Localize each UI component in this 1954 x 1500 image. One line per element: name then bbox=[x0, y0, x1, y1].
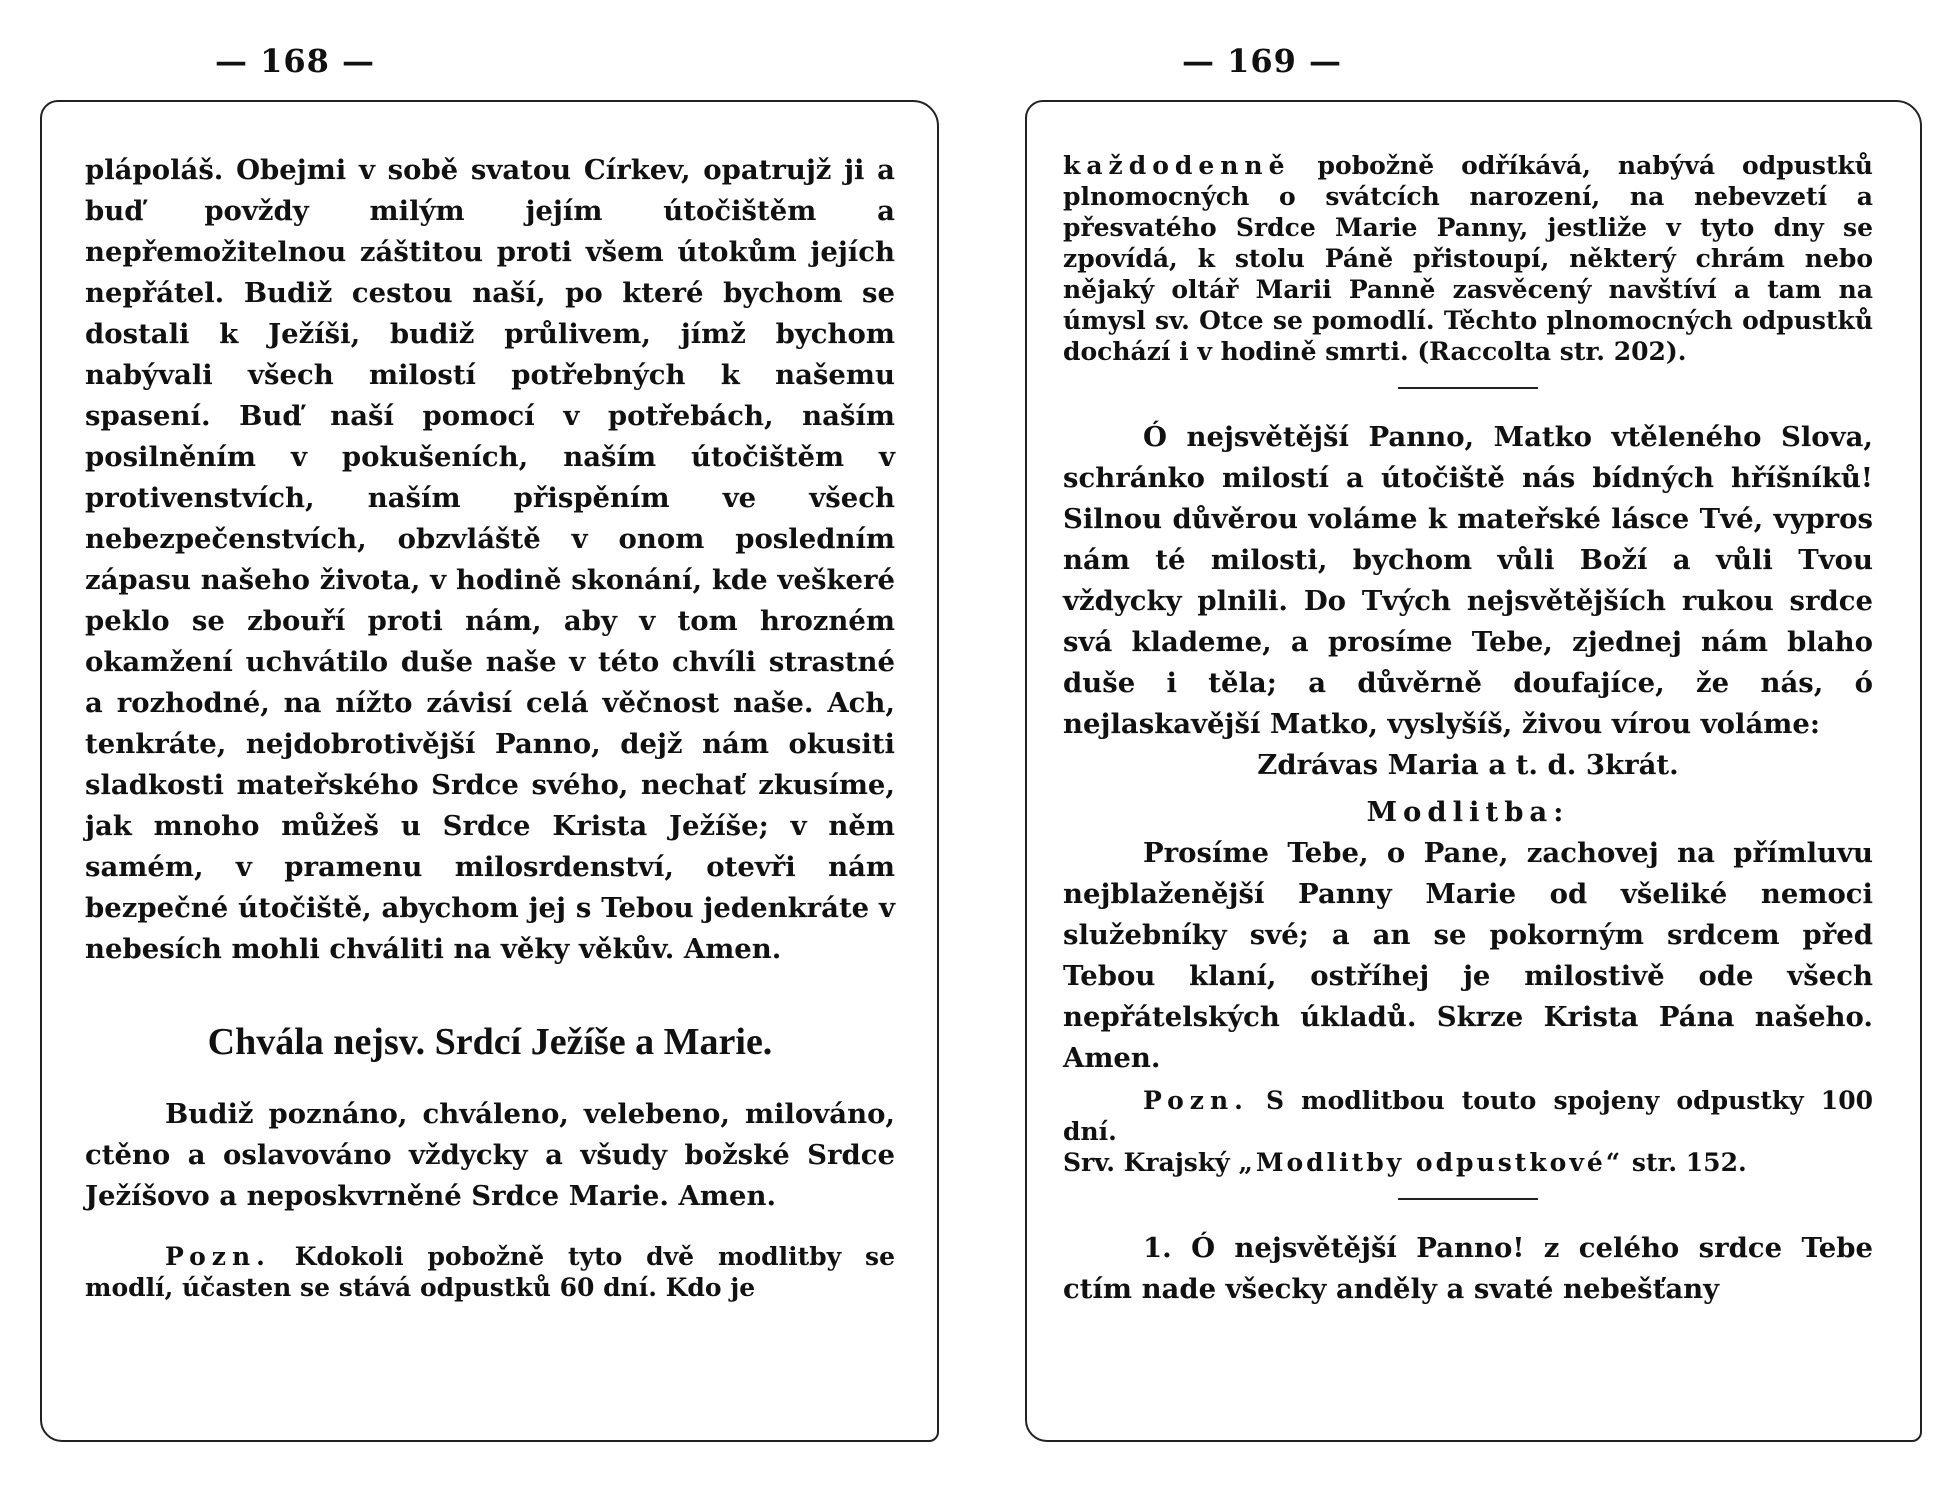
note-top-text: pobožně odříkává, nabývá odpustků plnomocných o svátcích narození, na nebevzetí a přesvatého Srdce Marie Panny, jestliže v tyto dny se zpovídá, k stolu Páně přistoupí, některý chrám nebo nějaký oltář Marii Panně zasvěcený navštíví a tam na úmysl sv. Otce se pomodlí. Těchto plnomocných odpustků dochází i v hodině smrti. (Raccolta str. 202). bbox=[1063, 151, 1873, 366]
separator-rule-2 bbox=[1398, 1198, 1538, 1200]
prayer-paragraph: plápoláš. Obejmi v sobě svatou Církev, opatrujž ji a buď povždy milým jejím útočištěm a nepřemožitelnou záštitou proti všem útokům jejích nepřátel. Budiž cestou naší, po které bychom se dostali k Ježíši, budiž průlivem, jímž bychom nabývali všech milostí potřebných k našemu spasení. Buď naší pomocí v potřebách, naším posilněním v pokušeních, naším útočištěm v protivenstvích, naším přispěním ve všech nebezpečenstvích, obzvláště v onom posledním zápasu našeho života, v hodině skonání, kde veškeré peklo se zbouří proti nám, aby v tom hrozném okamžení uchvátilo duše naše v této chvíli strastné a rozhodné, na nížto závisí celá věčnost naše. Ach, tenkráte, nejdobrotivější Panno, dejž nám okusiti sladkosti mateřského Srdce svého, nechať zkusíme, jak mnoho můžeš u Srdce Krista Ježíše; v něm samém, v pramenu milosrdenství, otevři nám bezpečné útočiště, abychom jej s Tebou jedenkráte v nebesích mohli chváliti na věky věkův. Amen. bbox=[85, 154, 895, 965]
ref-suffix: str. 152. bbox=[1631, 1148, 1747, 1177]
ref-title: „Modlitby odpustkové“ bbox=[1238, 1148, 1624, 1177]
note2-label: Pozn. bbox=[1143, 1086, 1249, 1115]
section-heading: Chvála nejsv. Srdcí Ježíše a Marie. bbox=[207, 1021, 773, 1063]
note-text: Kdokoli pobožně tyto dvě modlitby se modlí, účasten se stává odpustků 60 dní. Kdo je bbox=[85, 1242, 895, 1302]
note2-text: S modlitbou touto spojeny odpustky 100 dní. bbox=[1063, 1086, 1873, 1146]
modlitba-heading: Modlitba: bbox=[1366, 796, 1570, 828]
ave-line: Zdrávas Maria a t. d. 3krát. bbox=[1257, 749, 1679, 781]
page-number-168: — 168 — bbox=[214, 42, 376, 80]
praise-paragraph: Budiž poznáno, chváleno, velebeno, milováno, ctěno a oslavováno vždycky a všudy božské Srdce Ježíšovo a neposkvrněné Srdce Marie. Amen. bbox=[85, 1098, 895, 1212]
note-paragraph bbox=[85, 1241, 895, 1303]
page-number-169: — 169 — bbox=[1181, 42, 1343, 80]
prayer-paragraph-2: Prosíme Tebe, o Pane, zachovej na přímluvu nejblaženější Panny Marie od všeliké nemoci služebníky své; a an se pokorným srdcem před Tebou klaní, ostříhej je milostivě ode všech nepřátelských úkladů. Skrze Krista Pána našeho. Amen. bbox=[1063, 837, 1873, 1074]
indulgence-note bbox=[1063, 150, 1873, 367]
note-lead: každodenně bbox=[1063, 151, 1291, 180]
separator-rule bbox=[1398, 387, 1538, 389]
note-label: Pozn. bbox=[165, 1242, 271, 1271]
ref-prefix: Srv. Krajský bbox=[1063, 1148, 1230, 1177]
note2-reference bbox=[1063, 1147, 1873, 1178]
note2-paragraph bbox=[1063, 1085, 1873, 1147]
left-page-text bbox=[85, 150, 895, 1303]
right-page bbox=[977, 0, 1954, 1500]
prayer-paragraph-3: 1. Ó nejsvětější Panno! z celého srdce Tebe ctím nade všecky anděly a svaté nebešťany bbox=[1063, 1232, 1873, 1305]
prayer-paragraph-1: Ó nejsvětější Panno, Matko vtěleného Slova, schránko milostí a útočiště nás bídných hříšníků! Silnou důvěrou voláme k mateřské lásce Tvé, vypros nám té milosti, bychom vůli Boží a vůli Tvou vždycky plnili. Do Tvých nejsvětějších rukou srdce svá klademe, a prosíme Tebe, zjednej nám blaho duše i těla; a důvěrně doufajíce, že nás, ó nejlaskavější Matko, vyslyšíš, živou vírou voláme: bbox=[1063, 421, 1873, 740]
right-page-text bbox=[1063, 150, 1873, 1310]
